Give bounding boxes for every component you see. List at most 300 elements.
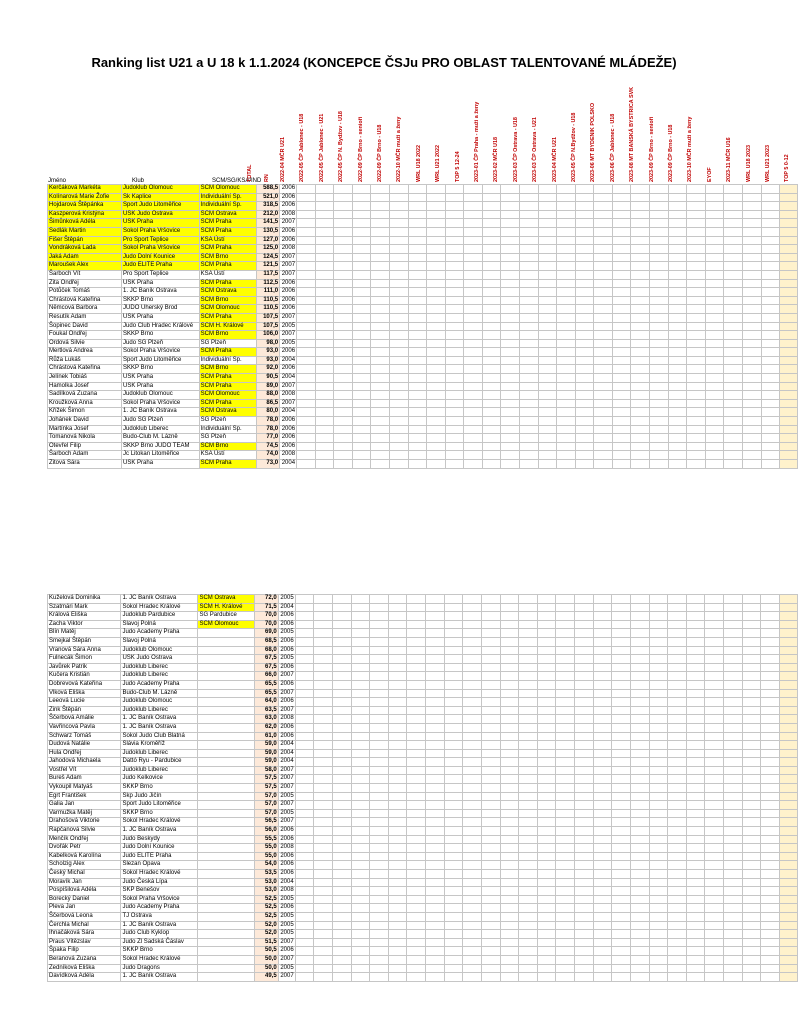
cell-points bbox=[575, 663, 594, 672]
cell-points bbox=[427, 305, 446, 314]
cell-points bbox=[612, 861, 631, 870]
cell-points bbox=[464, 279, 483, 288]
cell-points bbox=[463, 844, 482, 853]
cell-rn: 2006 bbox=[278, 612, 295, 621]
cell-points bbox=[687, 331, 706, 340]
cell-points bbox=[519, 655, 538, 664]
cell-points bbox=[705, 947, 724, 956]
cell-points bbox=[593, 706, 612, 715]
cell-total: 63,0 bbox=[255, 715, 278, 724]
cell-points bbox=[630, 749, 649, 758]
cell-points bbox=[742, 460, 761, 469]
cell-points bbox=[686, 689, 705, 698]
cell-points bbox=[668, 938, 687, 947]
cell-points bbox=[389, 185, 408, 194]
cell-points bbox=[408, 313, 427, 322]
cell-points bbox=[388, 698, 407, 707]
cell-points bbox=[519, 912, 538, 921]
cell-points bbox=[519, 809, 538, 818]
cell-points bbox=[612, 852, 631, 861]
cell-points bbox=[351, 646, 370, 655]
cell-points bbox=[315, 245, 334, 254]
cell-points bbox=[537, 955, 556, 964]
cell-points bbox=[352, 374, 371, 383]
cell-points bbox=[481, 637, 500, 646]
cell-points bbox=[426, 758, 445, 767]
cell-points bbox=[631, 296, 650, 305]
cell-points bbox=[537, 663, 556, 672]
cell-points bbox=[724, 296, 743, 305]
cell-points bbox=[370, 603, 389, 612]
cell-points bbox=[779, 775, 797, 784]
cell-points bbox=[724, 715, 743, 724]
cell-points bbox=[426, 904, 445, 913]
cell-points bbox=[427, 236, 446, 245]
table-row bbox=[48, 620, 798, 629]
cell-points bbox=[537, 861, 556, 870]
cell-points bbox=[686, 930, 705, 939]
cell-points bbox=[650, 408, 669, 417]
cell-total: 78,0 bbox=[256, 417, 280, 426]
cell-points bbox=[650, 339, 669, 348]
table-row bbox=[48, 955, 798, 964]
cell-points bbox=[464, 262, 483, 271]
cell-points bbox=[650, 236, 669, 245]
cell-points bbox=[705, 391, 724, 400]
cell-points bbox=[612, 434, 631, 443]
table-row bbox=[48, 382, 798, 391]
cell-points bbox=[575, 356, 594, 365]
cell-points bbox=[426, 792, 445, 801]
cell-points bbox=[408, 365, 427, 374]
cell-type: SCM Praha bbox=[199, 279, 256, 288]
cell-points bbox=[464, 288, 483, 297]
cell-points bbox=[407, 732, 426, 741]
cell-points bbox=[482, 253, 501, 262]
cell-points bbox=[612, 680, 631, 689]
cell-points bbox=[705, 629, 724, 638]
cell-points bbox=[649, 758, 668, 767]
cell-points bbox=[314, 912, 333, 921]
cell-points bbox=[297, 356, 316, 365]
cell-points bbox=[370, 835, 389, 844]
cell-total: 107,5 bbox=[256, 322, 280, 331]
cell-points bbox=[612, 775, 631, 784]
cell-points bbox=[724, 620, 743, 629]
cell-points bbox=[631, 236, 650, 245]
cell-points bbox=[444, 912, 463, 921]
cell-rn: 2006 bbox=[280, 348, 297, 357]
cell-points bbox=[463, 672, 482, 681]
cell-points bbox=[538, 227, 557, 236]
cell-points bbox=[519, 296, 538, 305]
cell-points bbox=[575, 749, 594, 758]
cell-points bbox=[705, 348, 724, 357]
cell-total: 88,0 bbox=[256, 391, 280, 400]
cell-points bbox=[351, 655, 370, 664]
cell-points bbox=[481, 938, 500, 947]
cell-points bbox=[705, 861, 724, 870]
cell-points bbox=[408, 210, 427, 219]
cell-points bbox=[315, 279, 334, 288]
cell-points bbox=[631, 331, 650, 340]
cell-points bbox=[761, 425, 780, 434]
cell-points bbox=[463, 612, 482, 621]
cell-rn: 2007 bbox=[280, 219, 297, 228]
cell-points bbox=[742, 374, 761, 383]
cell-points bbox=[686, 595, 705, 604]
cell-points bbox=[631, 391, 650, 400]
cell-points bbox=[519, 374, 538, 383]
cell-points bbox=[594, 296, 613, 305]
cell-points bbox=[464, 227, 483, 236]
cell-points bbox=[705, 973, 724, 982]
cell-points bbox=[593, 766, 612, 775]
cell-points bbox=[444, 955, 463, 964]
cell-points bbox=[780, 262, 798, 271]
cell-points bbox=[779, 895, 797, 904]
cell-points bbox=[370, 827, 389, 836]
cell-points bbox=[630, 612, 649, 621]
cell-points bbox=[705, 655, 724, 664]
cell-points bbox=[444, 844, 463, 853]
cell-points bbox=[593, 878, 612, 887]
cell-points bbox=[557, 322, 576, 331]
cell-points bbox=[389, 408, 408, 417]
cell-points bbox=[445, 374, 464, 383]
cell-points bbox=[482, 408, 501, 417]
cell-points bbox=[297, 236, 316, 245]
cell-rn: 2008 bbox=[280, 451, 297, 460]
cell-name: Vykoupil Matyáš bbox=[48, 784, 121, 793]
cell-points bbox=[687, 417, 706, 426]
cell-points bbox=[519, 904, 538, 913]
cell-points bbox=[761, 775, 780, 784]
cell-points bbox=[481, 706, 500, 715]
cell-points bbox=[537, 904, 556, 913]
cell-points bbox=[352, 356, 371, 365]
cell-points bbox=[482, 382, 501, 391]
cell-points bbox=[761, 715, 780, 724]
cell-rn: 2005 bbox=[280, 322, 297, 331]
cell-points bbox=[519, 749, 538, 758]
cell-points bbox=[593, 749, 612, 758]
cell-points bbox=[705, 904, 724, 913]
cell-points bbox=[705, 612, 724, 621]
cell-points bbox=[501, 408, 520, 417]
cell-points bbox=[686, 861, 705, 870]
cell-points bbox=[742, 663, 761, 672]
cell-points bbox=[556, 784, 575, 793]
cell-points bbox=[612, 442, 631, 451]
cell-points bbox=[295, 964, 314, 973]
cell-points bbox=[537, 655, 556, 664]
cell-points bbox=[481, 809, 500, 818]
cell-points bbox=[444, 827, 463, 836]
cell-points bbox=[407, 741, 426, 750]
cell-points bbox=[537, 912, 556, 921]
cell-type bbox=[198, 912, 255, 921]
cell-points bbox=[464, 202, 483, 211]
cell-points bbox=[463, 809, 482, 818]
cell-points bbox=[557, 356, 576, 365]
cell-points bbox=[500, 827, 519, 836]
cell-points bbox=[371, 356, 390, 365]
cell-points bbox=[352, 245, 371, 254]
cell-points bbox=[593, 629, 612, 638]
cell-points bbox=[463, 663, 482, 672]
cell-points bbox=[371, 451, 390, 460]
cell-points bbox=[742, 964, 761, 973]
cell-points bbox=[389, 227, 408, 236]
cell-points bbox=[724, 417, 743, 426]
cell-points bbox=[686, 766, 705, 775]
cell-points bbox=[388, 973, 407, 982]
cell-points bbox=[500, 775, 519, 784]
cell-rn: 2007 bbox=[280, 253, 297, 262]
cell-points bbox=[537, 603, 556, 612]
cell-points bbox=[389, 434, 408, 443]
cell-points bbox=[500, 801, 519, 810]
cell-points bbox=[500, 603, 519, 612]
cell-points bbox=[761, 236, 780, 245]
cell-points bbox=[594, 451, 613, 460]
cell-points bbox=[593, 809, 612, 818]
cell-points bbox=[630, 663, 649, 672]
cell-points bbox=[444, 706, 463, 715]
cell-points bbox=[593, 663, 612, 672]
cell-points bbox=[519, 219, 538, 228]
cell-points bbox=[705, 758, 724, 767]
cell-points bbox=[705, 852, 724, 861]
cell-points bbox=[463, 637, 482, 646]
cell-rn: 2006 bbox=[278, 947, 295, 956]
cell-name: Zita Ondřej bbox=[48, 279, 122, 288]
cell-points bbox=[464, 460, 483, 469]
cell-points bbox=[407, 629, 426, 638]
cell-points bbox=[314, 715, 333, 724]
cell-points bbox=[612, 595, 631, 604]
cell-points bbox=[742, 801, 761, 810]
cell-points bbox=[332, 663, 351, 672]
cell-points bbox=[705, 809, 724, 818]
cell-type: KSA Ústí bbox=[199, 270, 256, 279]
cell-points bbox=[407, 912, 426, 921]
cell-points bbox=[705, 741, 724, 750]
cell-club: USK Praha bbox=[122, 374, 200, 383]
cell-points bbox=[724, 612, 743, 621]
cell-points bbox=[314, 698, 333, 707]
cell-points bbox=[631, 408, 650, 417]
cell-points bbox=[297, 408, 316, 417]
cell-points bbox=[630, 637, 649, 646]
cell-points bbox=[538, 451, 557, 460]
cell-type: SCM H. Králové bbox=[199, 322, 256, 331]
cell-club: JUDO Uherský Brod bbox=[122, 305, 200, 314]
cell-points bbox=[575, 973, 594, 982]
cell-points bbox=[668, 637, 687, 646]
cell-rn: 2005 bbox=[278, 595, 295, 604]
cell-points bbox=[295, 904, 314, 913]
cell-points bbox=[519, 288, 538, 297]
cell-points bbox=[426, 646, 445, 655]
cell-points bbox=[351, 947, 370, 956]
cell-points bbox=[481, 870, 500, 879]
cell-points bbox=[297, 253, 316, 262]
cell-points bbox=[332, 603, 351, 612]
cell-points bbox=[315, 417, 334, 426]
cell-points bbox=[314, 895, 333, 904]
cell-points bbox=[463, 955, 482, 964]
cell-points bbox=[445, 331, 464, 340]
cell-total: 51,5 bbox=[255, 938, 278, 947]
cell-points bbox=[779, 629, 797, 638]
cell-points bbox=[686, 818, 705, 827]
cell-points bbox=[575, 399, 594, 408]
cell-points bbox=[575, 827, 594, 836]
cell-points bbox=[295, 835, 314, 844]
cell-points bbox=[649, 595, 668, 604]
cell-points bbox=[295, 930, 314, 939]
header-column: 2023-11 MČR U16 bbox=[726, 137, 733, 182]
cell-points bbox=[612, 620, 631, 629]
cell-points bbox=[761, 595, 780, 604]
cell-points bbox=[630, 732, 649, 741]
cell-total: 65,5 bbox=[255, 680, 278, 689]
cell-points bbox=[779, 955, 797, 964]
cell-points bbox=[314, 655, 333, 664]
cell-points bbox=[761, 296, 780, 305]
cell-points bbox=[630, 741, 649, 750]
cell-name: Hamolka Josef bbox=[48, 382, 122, 391]
cell-points bbox=[371, 305, 390, 314]
cell-points bbox=[649, 912, 668, 921]
cell-points bbox=[668, 895, 687, 904]
cell-points bbox=[370, 921, 389, 930]
cell-points bbox=[631, 288, 650, 297]
table-row bbox=[48, 887, 798, 896]
cell-points bbox=[295, 766, 314, 775]
cell-points bbox=[371, 442, 390, 451]
cell-points bbox=[612, 236, 631, 245]
cell-points bbox=[724, 245, 743, 254]
cell-points bbox=[295, 827, 314, 836]
cell-points bbox=[352, 417, 371, 426]
cell-points bbox=[779, 655, 797, 664]
cell-total: 125,0 bbox=[256, 245, 280, 254]
cell-points bbox=[779, 947, 797, 956]
cell-points bbox=[779, 749, 797, 758]
cell-points bbox=[482, 348, 501, 357]
cell-points bbox=[388, 809, 407, 818]
cell-club: Judoklub Liberec bbox=[121, 663, 198, 672]
cell-points bbox=[742, 202, 761, 211]
cell-points bbox=[668, 382, 687, 391]
cell-points bbox=[464, 245, 483, 254]
cell-points bbox=[557, 331, 576, 340]
cell-rn: 2005 bbox=[278, 809, 295, 818]
cell-points bbox=[334, 374, 353, 383]
cell-points bbox=[314, 741, 333, 750]
cell-points bbox=[537, 784, 556, 793]
cell-type: SCM Brno bbox=[199, 365, 256, 374]
cell-points bbox=[761, 732, 780, 741]
cell-points bbox=[593, 904, 612, 913]
header-column: WRL U18 2023 bbox=[745, 144, 752, 182]
cell-points bbox=[537, 629, 556, 638]
cell-points bbox=[501, 296, 520, 305]
cell-points bbox=[537, 758, 556, 767]
cell-total: 52,5 bbox=[255, 912, 278, 921]
cell-points bbox=[297, 219, 316, 228]
cell-total: 110,5 bbox=[256, 305, 280, 314]
table-row bbox=[48, 374, 798, 383]
cell-points bbox=[650, 391, 669, 400]
cell-points bbox=[389, 270, 408, 279]
cell-points bbox=[332, 706, 351, 715]
cell-points bbox=[556, 870, 575, 879]
cell-points bbox=[501, 348, 520, 357]
cell-points bbox=[594, 348, 613, 357]
cell-points bbox=[426, 895, 445, 904]
cell-points bbox=[668, 852, 687, 861]
cell-points bbox=[593, 775, 612, 784]
cell-points bbox=[388, 655, 407, 664]
cell-points bbox=[371, 425, 390, 434]
cell-points bbox=[444, 904, 463, 913]
table-row bbox=[48, 861, 798, 870]
cell-points bbox=[315, 322, 334, 331]
cell-rn: 2006 bbox=[280, 185, 297, 194]
header-type: SCM/SG/KSA/IND bbox=[212, 178, 262, 184]
cell-points bbox=[332, 844, 351, 853]
cell-points bbox=[351, 706, 370, 715]
cell-points bbox=[761, 766, 780, 775]
cell-points bbox=[687, 425, 706, 434]
cell-points bbox=[500, 809, 519, 818]
cell-points bbox=[650, 288, 669, 297]
cell-points bbox=[352, 391, 371, 400]
cell-points bbox=[314, 620, 333, 629]
cell-points bbox=[464, 417, 483, 426]
cell-points bbox=[724, 646, 743, 655]
cell-points bbox=[705, 930, 724, 939]
cell-points bbox=[742, 279, 761, 288]
cell-points bbox=[668, 374, 687, 383]
cell-points bbox=[352, 442, 371, 451]
cell-points bbox=[650, 356, 669, 365]
cell-points bbox=[686, 964, 705, 973]
cell-type bbox=[198, 766, 255, 775]
cell-club: Judoklub Liberec bbox=[121, 749, 198, 758]
cell-points bbox=[332, 741, 351, 750]
cell-type: SCM Praha bbox=[199, 262, 256, 271]
cell-points bbox=[351, 818, 370, 827]
cell-points bbox=[594, 210, 613, 219]
cell-club: USK Judo Ostrava bbox=[121, 655, 198, 664]
cell-type bbox=[198, 921, 255, 930]
cell-points bbox=[594, 193, 613, 202]
cell-points bbox=[332, 784, 351, 793]
cell-points bbox=[686, 672, 705, 681]
cell-points bbox=[334, 460, 353, 469]
cell-points bbox=[686, 612, 705, 621]
cell-points bbox=[687, 270, 706, 279]
cell-points bbox=[575, 887, 594, 896]
cell-points bbox=[295, 784, 314, 793]
cell-points bbox=[538, 331, 557, 340]
cell-points bbox=[575, 637, 594, 646]
